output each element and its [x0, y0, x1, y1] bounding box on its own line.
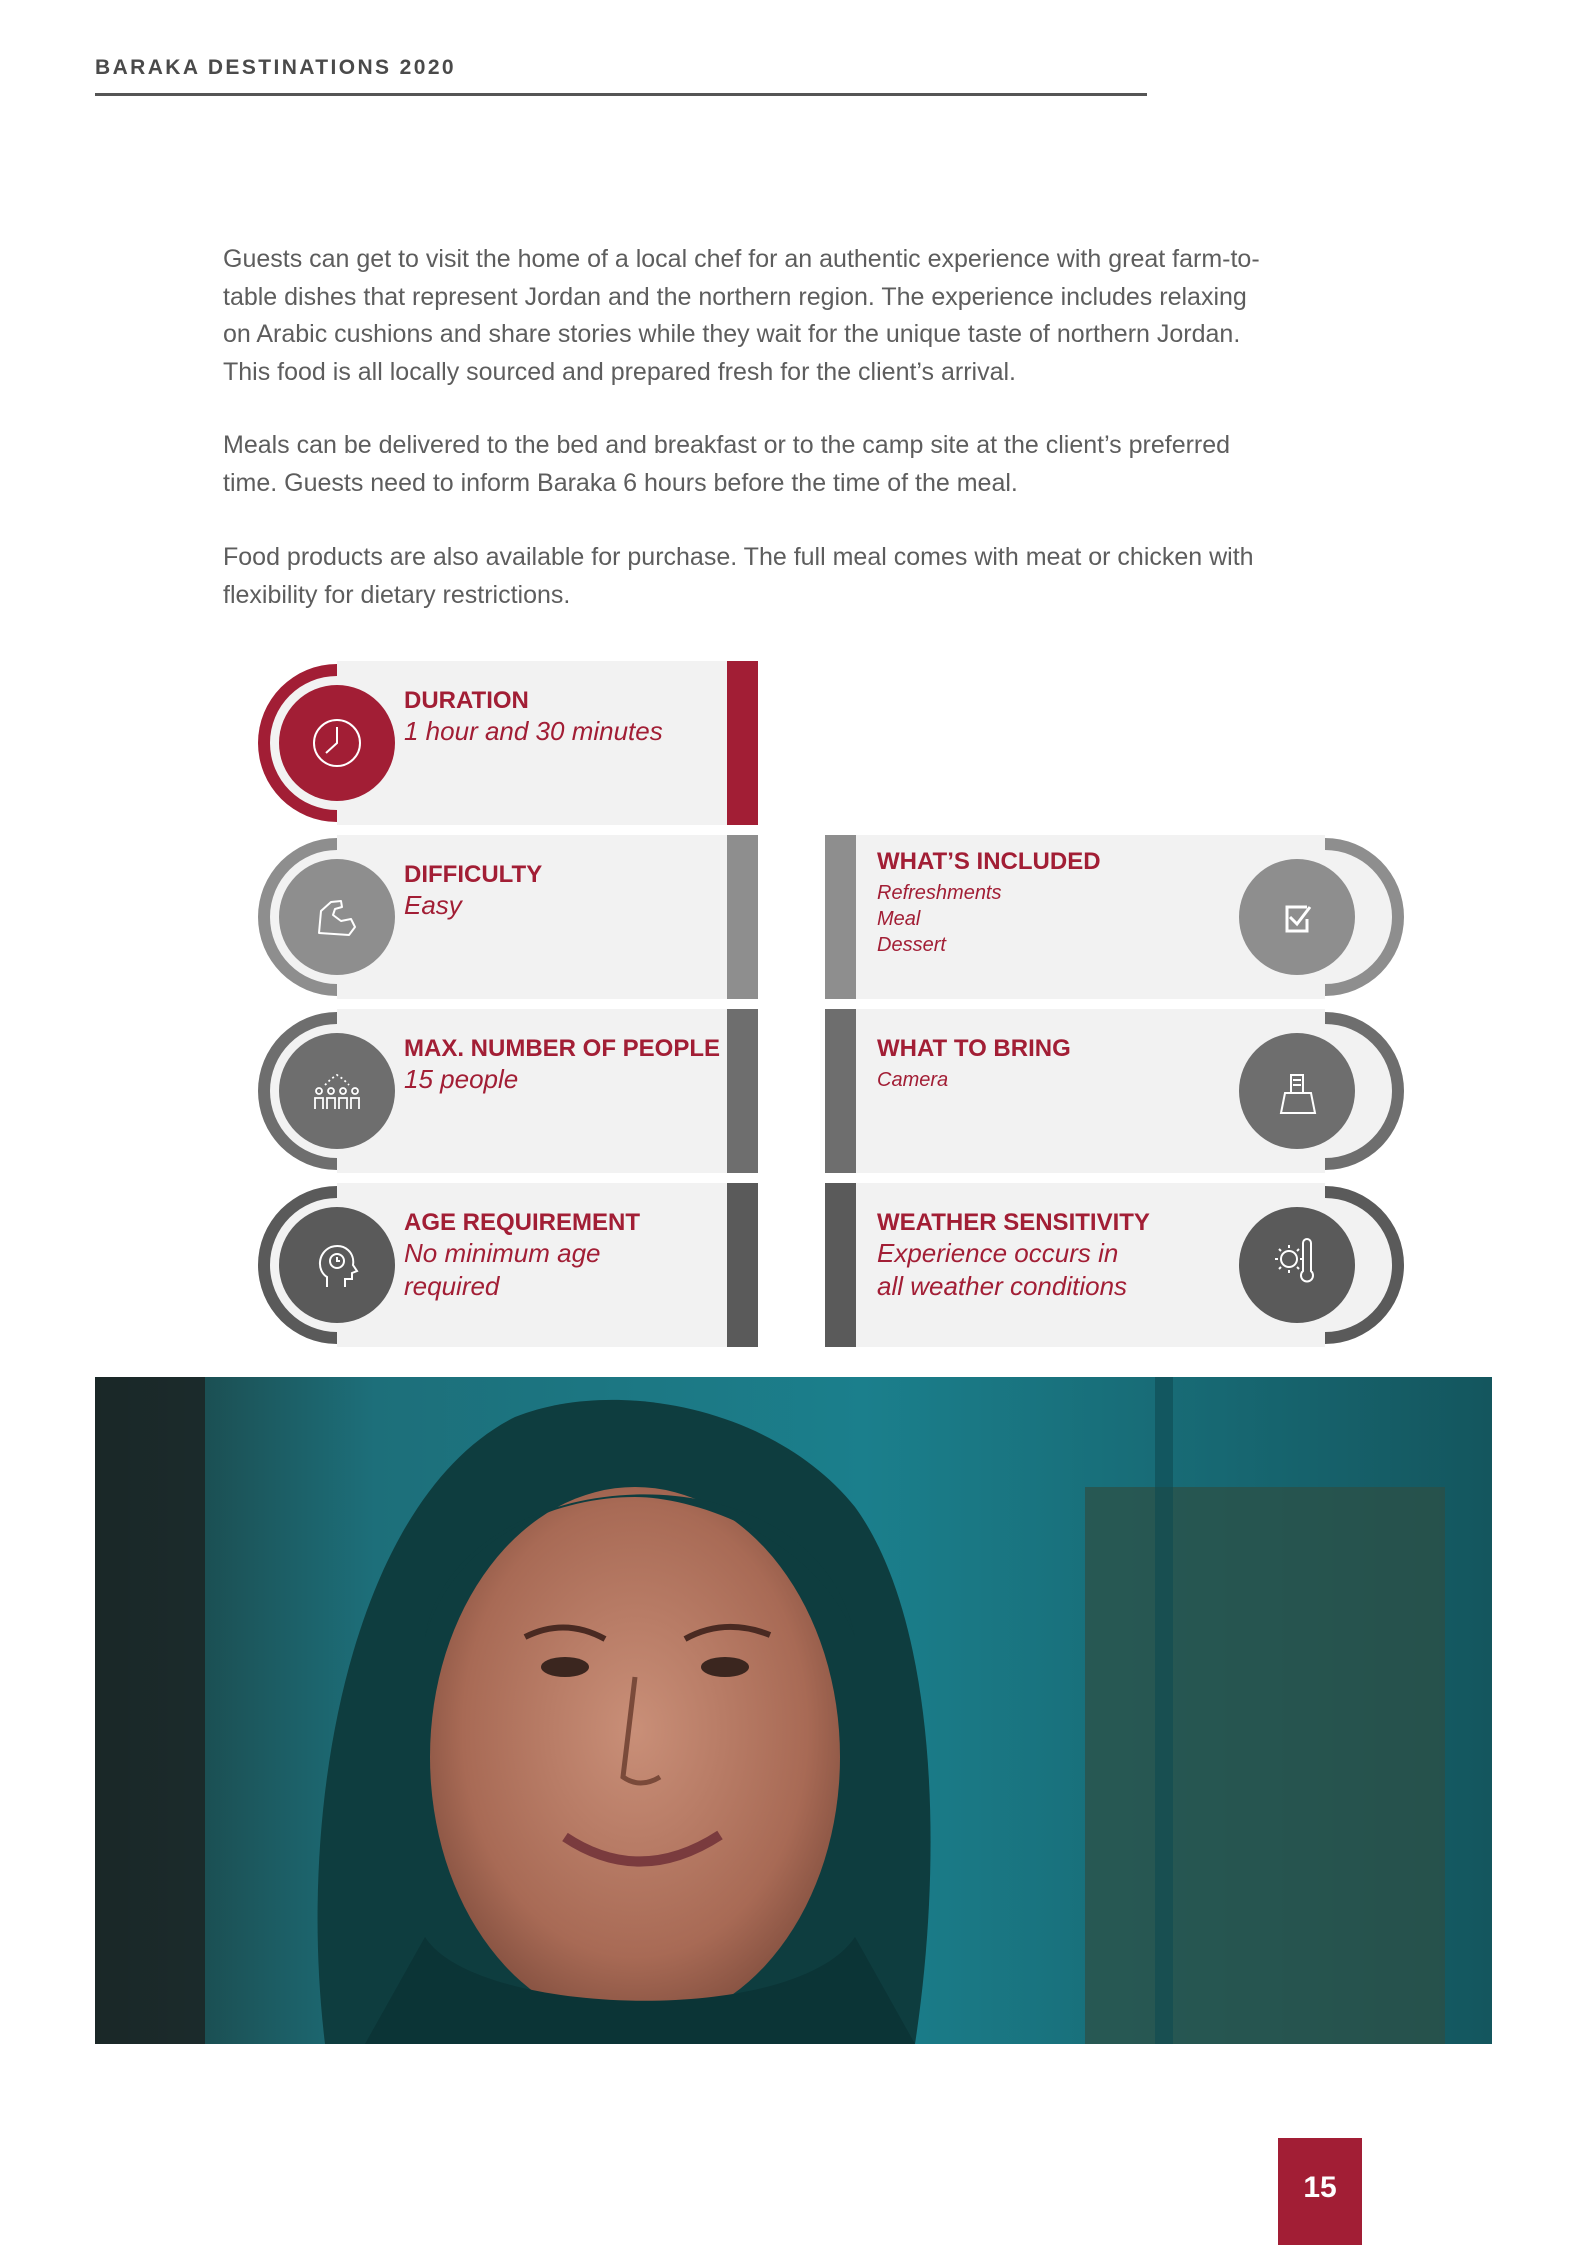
bring-dial [1237, 1009, 1407, 1173]
bring-card [825, 1009, 1325, 1173]
max-people-card [255, 1009, 755, 1173]
included-dial [1237, 835, 1407, 999]
duration-card [255, 661, 755, 825]
portrait-illustration [95, 1377, 1492, 2044]
max-people-dial [255, 1009, 425, 1173]
weather-value: Experience occurs in all weather conditions [877, 1238, 1128, 1301]
bring-strip [825, 1009, 856, 1173]
age-value: No minimum age required [404, 1238, 601, 1301]
header-title: BARAKA DESTINATIONS 2020 [95, 56, 456, 79]
included-strip [825, 835, 856, 999]
difficulty-strip [727, 835, 758, 999]
age-dial [255, 1183, 425, 1347]
included-item: Meal [877, 908, 921, 930]
weather-card [825, 1183, 1325, 1347]
weather-title: WEATHER SENSITIVITY [877, 1209, 1150, 1236]
intro-paragraph: Guests can get to visit the home of a local chef for an authentic experience with great farm-to- table dishes that represent Jordan and the northern region. The experience includes relaxing on Arabic cushions and share stories while they wait for the unique taste of northern Jordan. This food is all locally sourced and prepared fresh for the client’s arrival. [223, 245, 1260, 386]
included-title: WHAT’S INCLUDED [877, 848, 1101, 875]
difficulty-card [255, 835, 755, 999]
difficulty-dial [255, 835, 425, 999]
included-list [877, 880, 1002, 958]
duration-strip [727, 661, 758, 825]
age-strip [727, 1183, 758, 1347]
weather-strip [825, 1183, 856, 1347]
duration-title: DURATION [404, 687, 529, 714]
portrait-photo [95, 1377, 1492, 2044]
duration-dial [255, 661, 425, 825]
included-item: Refreshments [877, 882, 1002, 904]
age-title: AGE REQUIREMENT [404, 1209, 641, 1236]
weather-dial [1237, 1183, 1407, 1347]
bring-value: Camera [877, 1069, 949, 1091]
included-card [825, 835, 1325, 999]
max-people-value: 15 people [404, 1064, 519, 1094]
page-number: 15 [1303, 2171, 1337, 2204]
age-card [255, 1183, 755, 1347]
included-item: Dessert [877, 934, 946, 956]
max-people-strip [727, 1009, 758, 1173]
duration-value: 1 hour and 30 minutes [404, 716, 663, 746]
delivery-paragraph: Meals can be delivered to the bed and breakfast or to the camp site at the client’s preferred time. Guests need to inform Baraka 6 hours before the time of the meal. [223, 431, 1231, 497]
difficulty-title: DIFFICULTY [404, 861, 543, 888]
products-paragraph: Food products are also available for purchase. The full meal comes with meat or chicken with flexibility for dietary restrictions. [223, 543, 1254, 609]
difficulty-value: Easy [404, 890, 462, 920]
max-people-title: MAX. NUMBER OF PEOPLE [404, 1035, 721, 1062]
header-rule [95, 93, 1147, 96]
bring-title: WHAT TO BRING [877, 1035, 1071, 1062]
page-number-box [1278, 2138, 1362, 2245]
